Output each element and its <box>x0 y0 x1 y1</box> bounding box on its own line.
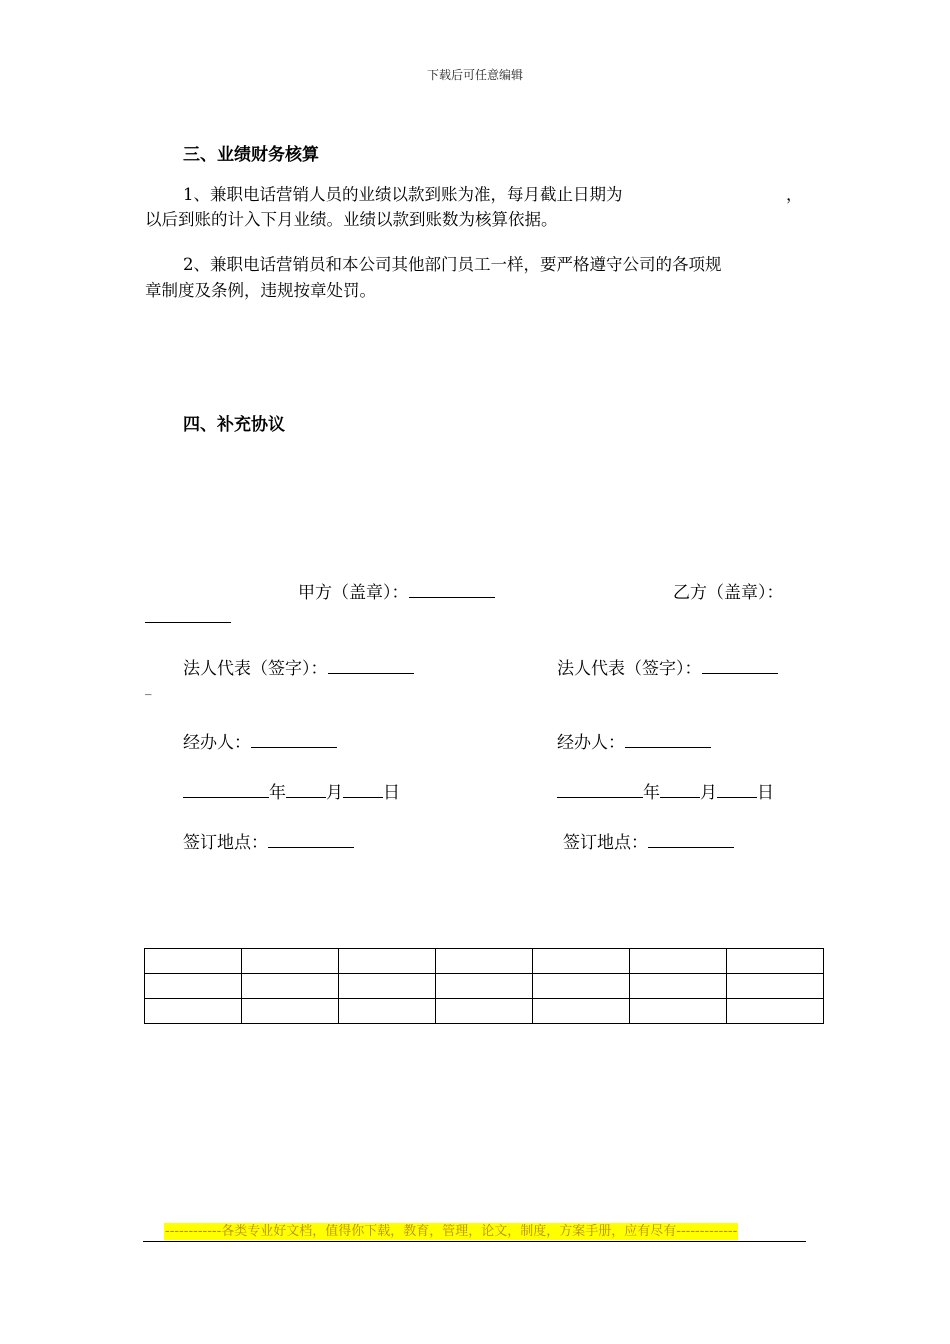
party-b-label: 乙方（盖章）： <box>673 583 784 603</box>
table-cell[interactable] <box>436 974 533 999</box>
month-label: 月 <box>326 783 343 803</box>
party-b-agent-row <box>557 728 711 753</box>
party-a-label: 甲方（盖章）： <box>298 583 409 603</box>
party-a-agent-blank[interactable] <box>251 731 337 748</box>
table-cell[interactable] <box>436 949 533 974</box>
party-a-blank[interactable] <box>409 581 495 598</box>
party-b-date-row <box>557 778 774 803</box>
table-cell[interactable] <box>630 949 727 974</box>
day-label: 日 <box>757 783 774 803</box>
table-cell[interactable] <box>630 974 727 999</box>
party-a-legal-rep-row <box>183 654 414 679</box>
table-cell[interactable] <box>242 949 339 974</box>
party-a-place-label: 签订地点： <box>183 833 268 853</box>
party-b-legal-rep-blank[interactable] <box>702 657 778 674</box>
table-cell[interactable] <box>727 949 824 974</box>
table-cell[interactable] <box>242 999 339 1024</box>
party-b-legal-rep-row <box>557 654 778 679</box>
footer-divider <box>143 1241 806 1242</box>
party-b-agent-blank[interactable] <box>625 731 711 748</box>
party-b-day-blank[interactable] <box>717 781 757 798</box>
empty-grid-table <box>144 948 824 1024</box>
party-b-year-blank[interactable] <box>557 781 643 798</box>
month-label: 月 <box>700 783 717 803</box>
table-cell[interactable] <box>339 949 436 974</box>
table-row <box>145 999 824 1024</box>
section-3-paragraph-2-line-1: 2、兼职电话营销员和本公司其他部门员工一样，要严格遵守公司的各项规 <box>183 255 722 274</box>
party-b-place-row <box>563 828 734 853</box>
table-cell[interactable] <box>630 999 727 1024</box>
party-b-place-blank[interactable] <box>648 831 734 848</box>
party-b-legal-rep-label: 法人代表（签字）： <box>557 659 702 679</box>
legal-rep-wrap-underscore: _ <box>145 681 152 696</box>
party-a-seal-row <box>298 578 495 603</box>
party-b-blank[interactable] <box>145 606 231 623</box>
table-row <box>145 974 824 999</box>
party-a-legal-rep-label: 法人代表（签字）： <box>183 659 328 679</box>
party-a-date-row <box>183 778 400 803</box>
table-cell[interactable] <box>727 999 824 1024</box>
day-label: 日 <box>383 783 400 803</box>
section-3-paragraph-1-comma: ， <box>786 185 803 204</box>
section-3-title: 三、业绩财务核算 <box>183 145 319 165</box>
page-header: 下载后可任意编辑 <box>426 68 523 82</box>
party-a-place-row <box>183 828 354 853</box>
party-a-year-blank[interactable] <box>183 781 269 798</box>
table-cell[interactable] <box>145 999 242 1024</box>
table-row <box>145 949 824 974</box>
table-cell[interactable] <box>339 974 436 999</box>
table-cell[interactable] <box>727 974 824 999</box>
party-a-place-blank[interactable] <box>268 831 354 848</box>
table-cell[interactable] <box>145 974 242 999</box>
party-a-agent-row <box>183 728 337 753</box>
party-a-day-blank[interactable] <box>343 781 383 798</box>
table-cell[interactable] <box>145 949 242 974</box>
party-b-month-blank[interactable] <box>660 781 700 798</box>
table-cell[interactable] <box>533 999 630 1024</box>
year-label: 年 <box>269 783 286 803</box>
section-3-paragraph-1-line-1: 1、兼职电话营销人员的业绩以款到账为准，每月截止日期为 <box>183 185 623 204</box>
table-cell[interactable] <box>242 974 339 999</box>
footer-banner: ------------各类专业好文档，值得你下载，教育，管理，论文，制度，方案手册，应有尽有------------- <box>165 1224 738 1239</box>
table-cell[interactable] <box>339 999 436 1024</box>
table-cell[interactable] <box>436 999 533 1024</box>
party-a-agent-label: 经办人： <box>183 733 251 753</box>
table-cell[interactable] <box>533 974 630 999</box>
section-3-paragraph-2-line-2: 章制度及条例，违规按章处罚。 <box>145 281 376 300</box>
party-a-month-blank[interactable] <box>286 781 326 798</box>
section-3-paragraph-1-line-2: 以后到账的计入下月业绩。业绩以款到账数为核算依据。 <box>145 210 558 229</box>
year-label: 年 <box>643 783 660 803</box>
party-a-legal-rep-blank[interactable] <box>328 657 414 674</box>
party-b-place-label: 签订地点： <box>563 833 648 853</box>
table-cell[interactable] <box>533 949 630 974</box>
section-4-title: 四、补充协议 <box>183 415 285 435</box>
party-b-agent-label: 经办人： <box>557 733 625 753</box>
